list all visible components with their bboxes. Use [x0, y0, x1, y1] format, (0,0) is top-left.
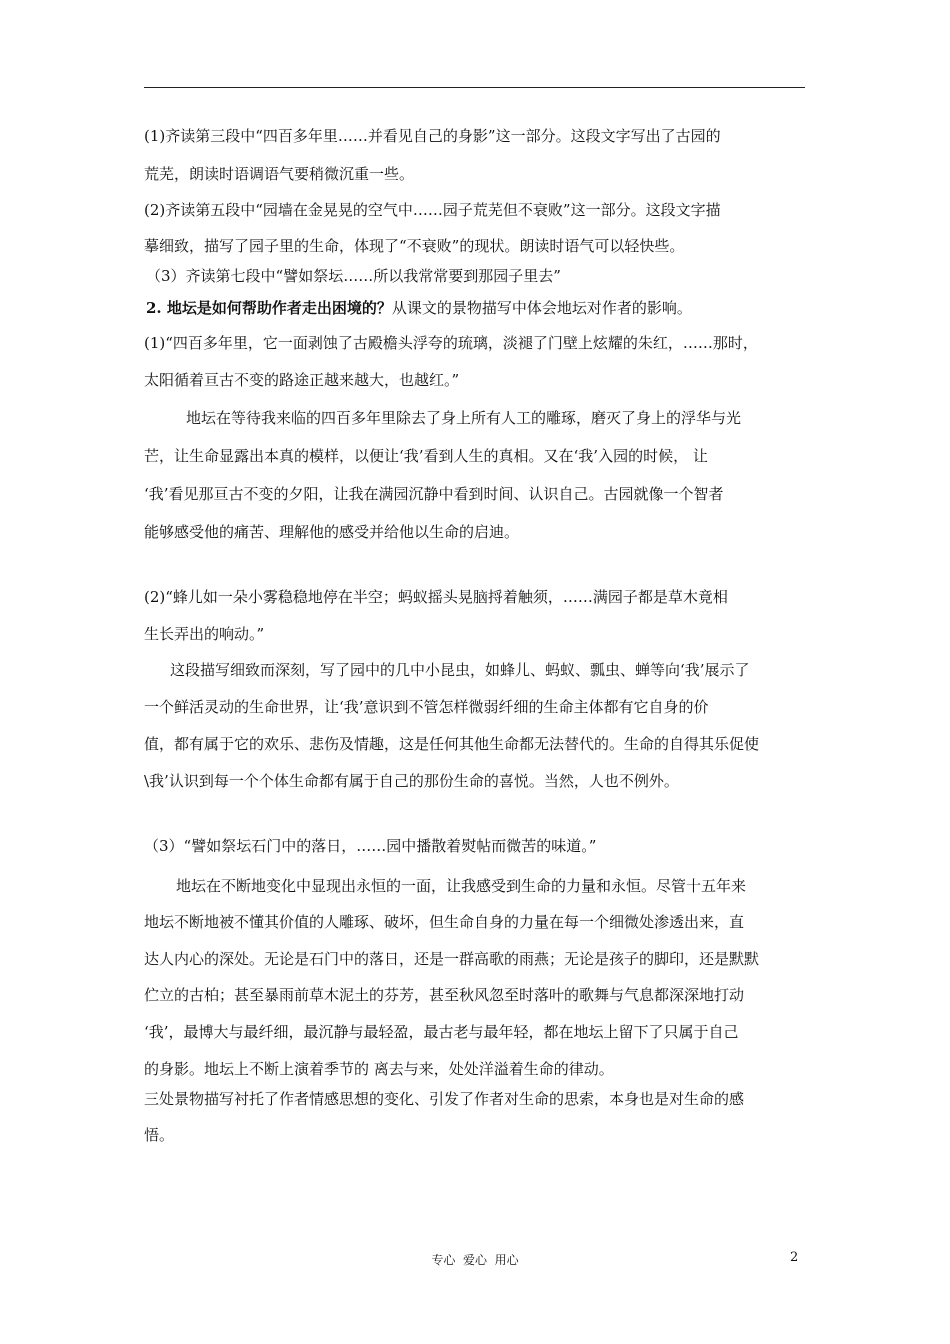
page-number: 2 [790, 1250, 799, 1265]
text-line: （3）“譬如祭坛石门中的落日，……园中播散着熨帖而微苦的味道。” [144, 837, 597, 855]
text-line: ‘我’看见那亘古不变的夕阳，让我在满园沉静中看到时间、认识自己。古园就像一个智者 [144, 485, 724, 503]
text-line: (2)齐读第五段中“园墙在金晃晃的空气中……园子荒芜但不衰败”这一部分。这段文字描 [144, 201, 721, 219]
question-heading-strong: 2. 地坛是如何帮助作者走出困境的？ [146, 299, 392, 317]
text-line: 荒芜，朗读时语调语气要稍微沉重一些。 [144, 165, 415, 183]
text-line: 生长弄出的响动。” [144, 625, 265, 643]
question-heading-rest: 从课文的景物描写中体会地坛对作者的影响。 [391, 299, 692, 317]
text-line: \我’认识到每一个个体生命都有属于自己的那份生命的喜悦。当然，人也不例外。 [144, 772, 679, 790]
text-line: 达人内心的深处。无论是石门中的落日，还是一群高歌的雨燕；无论是孩子的脚印，还是默默 [144, 950, 760, 968]
text-line: 地坛在不断地变化中显现出永恒的一面，让我感受到生命的力量和永恒。尽管十五年来 [176, 877, 747, 895]
text-line: (1)齐读第三段中“四百多年里……并看见自己的身影”这一部分。这段文字写出了古园的 [144, 127, 721, 145]
text-line: 的身影。地坛上不断上演着季节的 离去与来，处处洋溢着生命的律动。 [144, 1060, 614, 1078]
text-line: 太阳循着亘古不变的路途正越来越大，也越红。” [144, 371, 460, 389]
text-line: 地坛不断地被不懂其价值的人雕琢、破坏，但生命自身的力量在每一个细微处渗透出来，直 [144, 913, 745, 931]
text-line: 芒，让生命显露出本真的模样，以便让‘我’看到人生的真相。又在‘我’入园的时候， 让 [144, 447, 708, 465]
text-line: (1)“四百多年里，它一面剥蚀了古殿檐头浮夸的琉璃，淡褪了门壁上炫耀的朱红，……那时， [144, 334, 758, 352]
text-line: 地坛在等待我来临的四百多年里除去了身上所有人工的雕琢，磨灭了身上的浮华与光 [186, 409, 742, 427]
footer-motto: 专心 爱心 用心 [431, 1253, 519, 1267]
text-line: 值，都有属于它的欢乐、悲伤及情趣，这是任何其他生命都无法替代的。生命的自得其乐促使 [144, 735, 760, 753]
text-line: 伫立的古柏；甚至暴雨前草木泥土的芬芳，甚至秋风忽至时落叶的歌舞与气息都深深地打动 [144, 986, 745, 1004]
text-line: ‘我’，最博大与最纤细，最沉静与最轻盈，最古老与最年轻，都在地坛上留下了只属于自己 [144, 1023, 739, 1041]
text-line: 摹细致，描写了园子里的生命，体现了“不衰败”的现状。朗读时语气可以轻快些。 [144, 237, 685, 255]
question-heading [146, 298, 816, 318]
text-line: 一个鲜活灵动的生命世界，让‘我’意识到不管怎样微弱纤细的生命主体都有它自身的价 [144, 698, 709, 716]
header-rule [144, 87, 805, 88]
text-line: (2)“蜂儿如一朵小雾稳稳地停在半空；蚂蚁摇头晃脑捋着触须，……满园子都是草木竟相 [144, 588, 728, 606]
text-line: 能够感受他的痛苦、理解他的感受并给他以生命的启迪。 [144, 523, 520, 541]
text-line: 这段描写细致而深刻，写了园中的几中小昆虫，如蜂儿、蚂蚁、瓢虫、蝉等向‘我’展示了 [170, 661, 750, 679]
text-line: 三处景物描写衬托了作者情感思想的变化、引发了作者对生命的思索，本身也是对生命的感 [144, 1090, 745, 1108]
text-line: （3）齐读第七段中“譬如祭坛……所以我常常要到那园子里去” [146, 267, 561, 285]
text-line: 悟。 [144, 1126, 175, 1144]
